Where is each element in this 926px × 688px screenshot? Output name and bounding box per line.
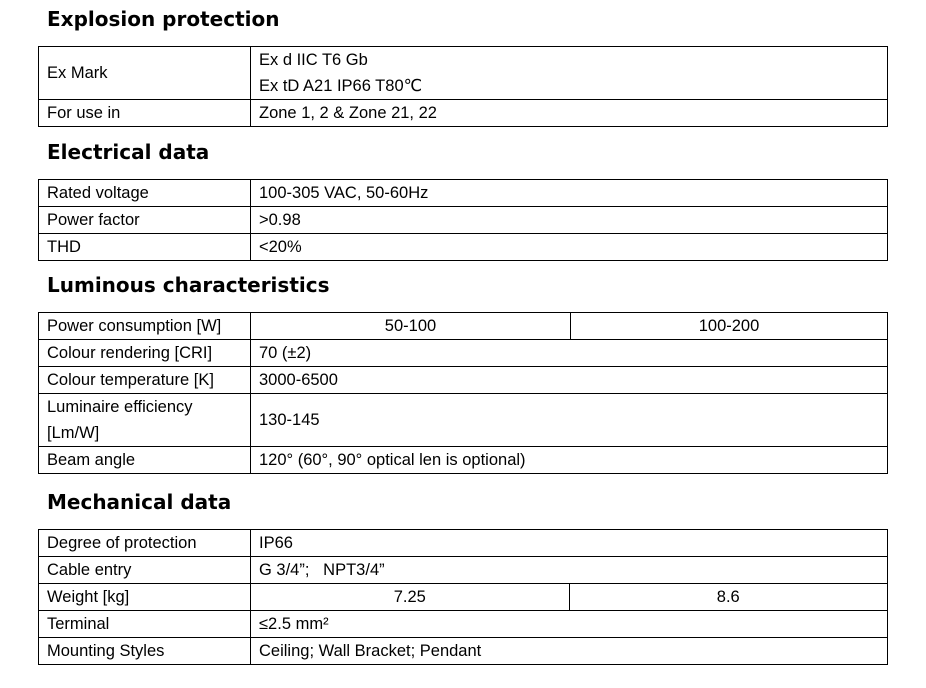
luminous-characteristics-table bbox=[38, 312, 888, 474]
row-value-luminaire-efficiency: 130-145 bbox=[251, 394, 888, 447]
table-row bbox=[39, 611, 888, 638]
electrical-data-table bbox=[38, 179, 888, 261]
row-label-thd: THD bbox=[39, 234, 251, 261]
row-value-weight-b: 8.6 bbox=[569, 584, 888, 611]
table-row bbox=[39, 234, 888, 261]
table-row bbox=[39, 447, 888, 474]
row-value-terminal: ≤2.5 mm² bbox=[251, 611, 888, 638]
row-label-ex-mark: Ex Mark bbox=[39, 47, 251, 100]
row-label-power-consumption: Power consumption [W] bbox=[39, 313, 251, 340]
table-row bbox=[39, 394, 888, 447]
row-label-cable-entry: Cable entry bbox=[39, 557, 251, 584]
row-value-rated-voltage: 100-305 VAC, 50-60Hz bbox=[251, 180, 888, 207]
table-row bbox=[39, 530, 888, 557]
row-value-ex-mark bbox=[251, 47, 888, 100]
ex-mark-line-1: Ex d IIC T6 Gb bbox=[259, 51, 368, 69]
table-row bbox=[39, 180, 888, 207]
table-row bbox=[39, 584, 888, 611]
table-row bbox=[39, 313, 888, 340]
table-row bbox=[39, 340, 888, 367]
row-value-power-consumption-b: 100-200 bbox=[571, 313, 888, 340]
row-value-colour-temperature: 3000-6500 bbox=[251, 367, 888, 394]
row-label-beam-angle: Beam angle bbox=[39, 447, 251, 474]
row-value-mounting-styles: Ceiling; Wall Bracket; Pendant bbox=[251, 638, 888, 665]
table-row bbox=[39, 638, 888, 665]
row-label-terminal: Terminal bbox=[39, 611, 251, 638]
ex-mark-line-2: Ex tD A21 IP66 T80℃ bbox=[259, 77, 423, 95]
row-value-for-use-in: Zone 1, 2 & Zone 21, 22 bbox=[251, 100, 888, 127]
section-title-explosion-protection: Explosion protection bbox=[47, 7, 280, 31]
row-value-weight-a: 7.25 bbox=[251, 584, 570, 611]
explosion-protection-table bbox=[38, 46, 888, 127]
row-value-cable-entry: G 3/4”; NPT3/4” bbox=[251, 557, 888, 584]
section-title-luminous-characteristics: Luminous characteristics bbox=[47, 273, 330, 297]
row-label-colour-temperature: Colour temperature [K] bbox=[39, 367, 251, 394]
mechanical-data-table bbox=[38, 529, 888, 665]
luminaire-efficiency-label-line-2: [Lm/W] bbox=[47, 424, 100, 442]
row-label-colour-rendering: Colour rendering [CRI] bbox=[39, 340, 251, 367]
row-value-power-consumption-a: 50-100 bbox=[251, 313, 571, 340]
section-title-mechanical-data: Mechanical data bbox=[47, 490, 232, 514]
luminaire-efficiency-label-line-1: Luminaire efficiency bbox=[47, 398, 193, 416]
row-label-rated-voltage: Rated voltage bbox=[39, 180, 251, 207]
row-label-luminaire-efficiency bbox=[39, 394, 251, 447]
table-row bbox=[39, 100, 888, 127]
row-label-degree-of-protection: Degree of protection bbox=[39, 530, 251, 557]
row-value-beam-angle: 120° (60°, 90° optical len is optional) bbox=[251, 447, 888, 474]
row-label-mounting-styles: Mounting Styles bbox=[39, 638, 251, 665]
row-value-power-factor: >0.98 bbox=[251, 207, 888, 234]
table-row bbox=[39, 207, 888, 234]
row-label-for-use-in: For use in bbox=[39, 100, 251, 127]
row-label-weight: Weight [kg] bbox=[39, 584, 251, 611]
row-label-power-factor: Power factor bbox=[39, 207, 251, 234]
table-row bbox=[39, 47, 888, 100]
table-row bbox=[39, 557, 888, 584]
row-value-degree-of-protection: IP66 bbox=[251, 530, 888, 557]
table-row bbox=[39, 367, 888, 394]
row-value-thd: <20% bbox=[251, 234, 888, 261]
row-value-colour-rendering: 70 (±2) bbox=[251, 340, 888, 367]
section-title-electrical-data: Electrical data bbox=[47, 140, 210, 164]
